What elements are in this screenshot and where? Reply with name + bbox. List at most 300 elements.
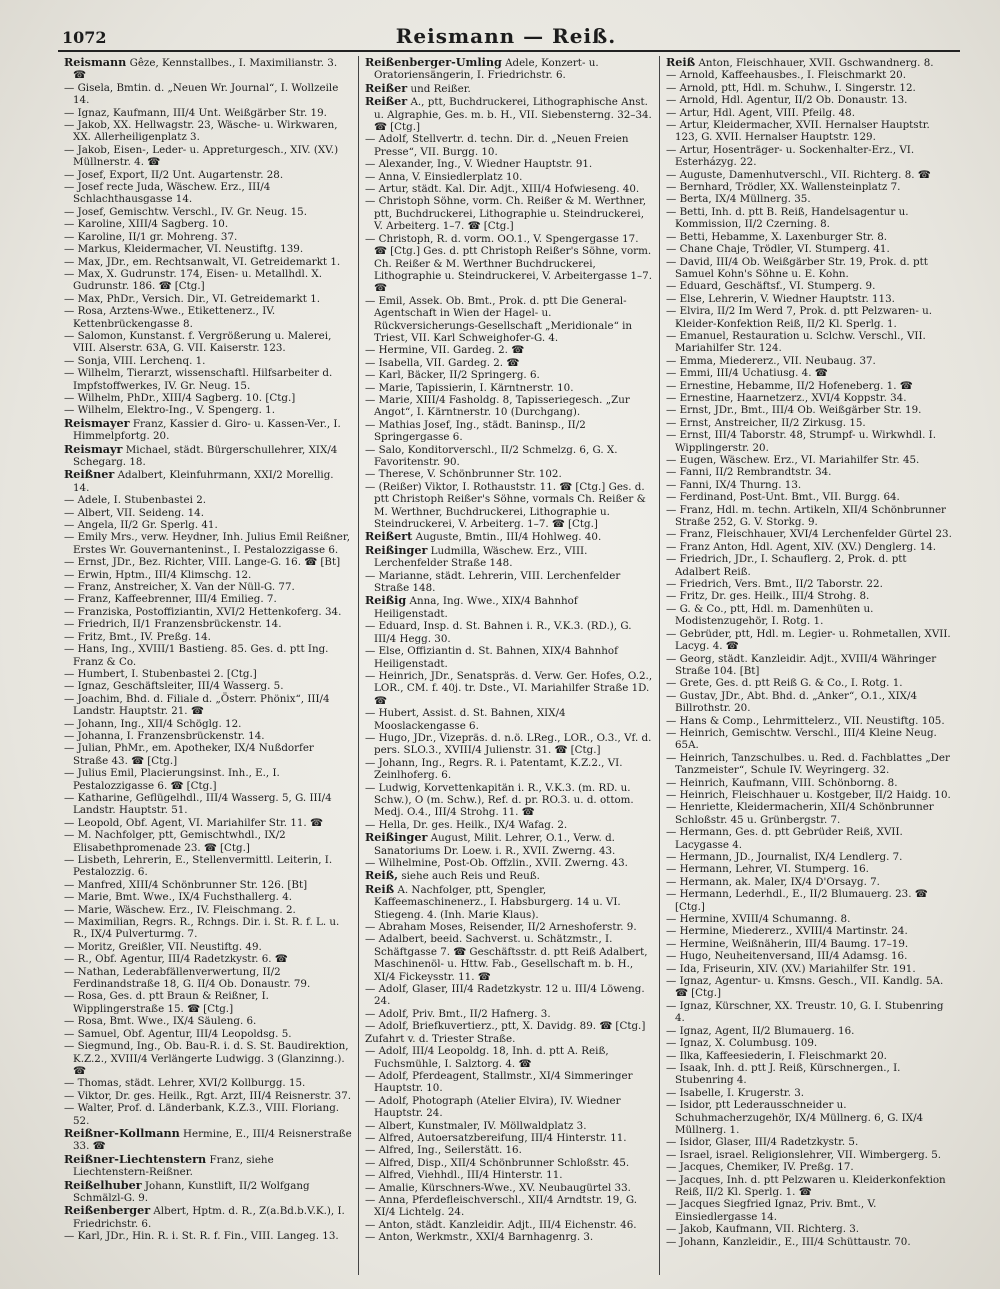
directory-entry xyxy=(365,183,653,195)
directory-entry xyxy=(666,1037,954,1049)
directory-entry xyxy=(64,305,352,330)
directory-entry xyxy=(666,913,954,925)
entry-text: — Arnold, ptt, Hdl. m. Schuhw., I. Singerstr. 12. xyxy=(666,81,916,94)
entry-text: A., ptt, Buchdruckerei, Lithographische Anst. u. Algraphie, Ges. m. b. H., VII. Siebensterng. 32–34. ☎ [Ctg.] xyxy=(374,96,652,134)
directory-entry xyxy=(64,941,352,953)
entry-text: — Isaak, Inh. d. ptt J. Reiß, Kürschnergen., I. Stubenring 4. xyxy=(666,1061,901,1087)
entry-text: — Alfred, Viehhdl., III/4 Hinterstr. 11. xyxy=(365,1169,563,1182)
directory-entry xyxy=(365,481,653,531)
entry-text: — Gebrüder, ptt, Hdl. m. Legier- u. Rohmetallen, XVII. Lacyg. 4. ☎ xyxy=(666,627,951,653)
entry-text: — Else, Offiziantin d. St. Bahnen, XIX/4 Bahnhof Heiligenstadt. xyxy=(365,645,618,670)
directory-entry xyxy=(365,983,653,1008)
entry-text: Hermine, E., III/4 Reisnerstraße 33. ☎ xyxy=(73,1127,352,1153)
entry-text: — Hermann, Lehrer, VI. Stumperg. 16. xyxy=(666,863,869,876)
entry-text: — Friedrich, Vers. Bmt., II/2 Taborstr. 22. xyxy=(666,578,883,591)
entry-text: — Georg, städt. Kanzleidir. Adjt., XVIII/4 Währinger Straße 104. [Bt] xyxy=(666,652,937,677)
entry-text: — Adolf, III/4 Leopoldg. 18, Inh. d. ptt A. Reiß, Fuchsmühle, I. Salztorg. 4. ☎ xyxy=(365,1045,609,1070)
directory-entry xyxy=(365,782,653,819)
entry-text: — Ilka, Kaffeesiederin, I. Fleischmarkt 20. xyxy=(666,1049,887,1062)
entry-text: — Rosa, Arztens-Wwe., Etikettenerz., IV. Kettenbrückengasse 8. xyxy=(64,305,276,330)
entry-text: Auguste, Bmtin., III/4 Hohlweg. 40. xyxy=(415,531,602,544)
entry-text: — Alfred, Autoersatzbereifung, III/4 Hinterstr. 11. xyxy=(365,1131,627,1144)
entry-surname: Reißenberger xyxy=(64,1203,151,1218)
entry-text: — Hermann, Ges. d. ptt Gebrüder Reiß, XVII. Lacygasse 4. xyxy=(666,826,903,851)
directory-entry xyxy=(64,643,352,668)
entry-text: — Betti, Hebamme, X. Laxenburger Str. 8. xyxy=(666,230,888,243)
directory-entry xyxy=(365,133,653,158)
directory-entry xyxy=(365,1144,653,1156)
directory-entry xyxy=(64,730,352,742)
entry-text: A. Nachfolger, ptt, Spengler, Kaffeemaschinenerz., I. Habsburgerg. 14 u. VI. Stiegeng. 4. (Inh. Marie Klaus). xyxy=(374,883,621,921)
entry-text: — Adalbert, beeid. Sachverst. u. Schätzmstr., I. Schäftgasse 7. ☎ Geschäftsstr. d. ptt Reiß Adalbert, Maschinenöl- u. Httw. Fab., Gesellschaft m. b. H., XI/4 Fickeysstr. 11. ☎ xyxy=(365,933,648,983)
directory-entry xyxy=(365,1194,653,1219)
directory-entry xyxy=(365,233,653,295)
entry-surname: Reismayer xyxy=(64,415,130,430)
entry-text: — Wilhelm, Elektro-Ing., V. Spengerg. 1. xyxy=(64,404,276,417)
entry-text: — Ignaz, Agentur- u. Kmsns. Gesch., VII. Kandlg. 5A. ☎ [Ctg.] xyxy=(666,975,944,1000)
entry-text: — Wilhelmine, Post-Ob. Offzlin., XVII. Zwerng. 43. xyxy=(365,857,628,869)
directory-entry xyxy=(365,1157,653,1169)
entry-text: — Max, JDr., em. Rechtsanwalt, VI. Getreidemarkt 1. xyxy=(64,255,341,268)
directory-entry xyxy=(365,1070,653,1095)
entry-text: — Josef, Export, II/2 Unt. Augartenstr. 28. xyxy=(64,168,284,181)
directory-entry xyxy=(666,1087,954,1099)
entry-surname: Reiß xyxy=(365,881,395,896)
directory-entry xyxy=(64,569,352,581)
directory-entry xyxy=(64,990,352,1015)
directory-entry xyxy=(666,690,954,715)
directory-entry xyxy=(666,938,954,950)
entry-text: — Jacques, Inh. d. ptt Pelzwaren u. Kleiderkonfektion Reiß, II/2 Kl. Sperlg. 1. ☎ xyxy=(666,1173,946,1198)
directory-entry xyxy=(365,171,653,183)
directory-entry xyxy=(666,1000,954,1025)
entry-text: — Franziska, Postoffiziantin, XVI/2 Hettenkoferg. 34. xyxy=(64,605,342,618)
entry-text: — Therese, V. Schönbrunner Str. 102. xyxy=(365,468,562,481)
entry-text: — Eduard, Insp. d. St. Bahnen i. R., V.K.3. (RD.), G. III/4 Hegg. 30. xyxy=(365,620,632,645)
directory-entry xyxy=(64,355,352,367)
entry-text: — Marie, Bmt. Wwe., IX/4 Fuchsthallerg. 4. xyxy=(64,891,293,904)
entry-text: August, Milit. Lehrer, O.1., Verw. d. Sanatoriums Dr. Loew. i. R., XVII. Zwerng. 43. xyxy=(374,832,616,857)
directory-entry xyxy=(666,169,954,181)
entry-surname: Reißer xyxy=(365,94,408,109)
entry-text: — Fritz, Bmt., IV. Preßg. 14. xyxy=(64,630,211,643)
directory-entry xyxy=(64,879,352,891)
entry-text: — Arnold, Hdl. Agentur, II/2 Ob. Donaustr. 13. xyxy=(666,94,908,107)
directory-entry xyxy=(666,628,954,653)
directory-entry xyxy=(666,528,954,540)
entry-text: — Anton, städt. Kanzleidir. Adjt., III/4 Eichenstr. 46. xyxy=(365,1218,637,1231)
directory-entry xyxy=(64,556,352,568)
entry-text: — Maximilian, Regrs. R., Rchngs. Dir. i. St. R. f. L. u. R., IX/4 Pulverturmg. 7. xyxy=(64,916,340,941)
entry-text: — Alexander, Ing., V. Wiedner Hauptstr. 91. xyxy=(365,158,593,171)
entry-text: — Jacques, Chemiker, IV. Preßg. 17. xyxy=(666,1161,854,1174)
directory-entry xyxy=(666,466,954,478)
entry-text: — Elvira, II/2 Im Werd 7, Prok. d. ptt Pelzwaren- u. Kleider-Konfektion Reiß, II/2 Kl. Sperlg. 1. xyxy=(666,305,932,330)
directory-entry xyxy=(365,732,653,757)
directory-entry xyxy=(365,707,653,732)
entry-surname: Reißer xyxy=(365,80,408,95)
directory-entry xyxy=(666,888,954,913)
directory-entry xyxy=(365,56,653,82)
entry-text: — Max, X. Gudrunstr. 174, Eisen- u. Metallhdl. X. Gudrunstr. 186. ☎ [Ctg.] xyxy=(64,267,322,293)
entry-text: — Hugo, JDr., Vizepräs. d. n.ö. LReg., LOR., O.3., Vf. d. pers. SLO.3., XVIII/4 Julienstr. 31. ☎ [Ctg.] xyxy=(365,731,652,757)
entry-text: — Artur, städt. Kal. Dir. Adjt., XIII/4 Hofwieseng. 40. xyxy=(365,183,640,196)
directory-entry xyxy=(666,789,954,801)
entry-text: — Hermine, VII. Gardeg. 2. ☎ xyxy=(365,344,525,357)
directory-entry xyxy=(365,1219,653,1231)
directory-entry xyxy=(64,206,352,218)
directory-entry xyxy=(666,404,954,416)
directory-entry xyxy=(64,1127,352,1153)
directory-entry xyxy=(64,507,352,519)
entry-text: — Thomas, städt. Lehrer, XVI/2 Kollburgg. 15. xyxy=(64,1077,306,1090)
entry-text: — Friedrich, JDr., I. Schauflerg. 2, Prok. d. ptt Adalbert Reiß. xyxy=(666,553,907,578)
directory-entry xyxy=(64,792,352,817)
directory-entry xyxy=(666,1236,954,1248)
entry-text: — Franz Anton, Hdl. Agent, XIV. (XV.) Denglerg. 14. xyxy=(666,540,937,553)
columns xyxy=(58,56,960,1275)
directory-entry xyxy=(64,1204,352,1230)
entry-text: — Ernestine, Hebamme, II/2 Hofeneberg. 1. ☎ xyxy=(666,379,913,392)
directory-entry xyxy=(666,715,954,727)
entry-text: — Hugo, Neuheitenversand, III/4 Adamsg. 16. xyxy=(666,950,908,963)
entry-text: — Artur, Hosenträger- u. Sockenhalter-Erz., VI. Esterházyg. 22. xyxy=(666,143,915,169)
entry-text: und Reißer. xyxy=(410,82,471,95)
directory-entry xyxy=(64,742,352,767)
entry-text: — Ferdinand, Post-Unt. Bmt., VII. Burgg. 64. xyxy=(666,491,900,504)
entry-surname: Reiß xyxy=(666,56,696,69)
entry-text: — Adolf, Priv. Bmt., II/2 Hafnerg. 3. xyxy=(365,1007,551,1020)
entry-text: — Marie, XIII/4 Fasholdg. 8, Tapisseriegesch. „Zur Angot“, I. Kärntnerstr. 10 (Durchgang). xyxy=(365,393,630,419)
entry-text: — Karoline, II/1 gr. Mohreng. 37. xyxy=(64,230,238,243)
directory-entry xyxy=(365,82,653,95)
entry-text: Anna, Ing. Wwe., XIX/4 Bahnhof Heiligenstadt. xyxy=(374,595,578,620)
directory-entry xyxy=(666,950,954,962)
entry-text: — Heinrich, Fleischhauer u. Kostgeber, II/2 Haidg. 10. xyxy=(666,788,951,801)
directory-entry xyxy=(64,256,352,268)
directory-entry xyxy=(666,491,954,503)
entry-text: Zufahrt v. d. Triester Straße. xyxy=(365,1032,516,1045)
directory-entry xyxy=(365,1008,653,1020)
directory-entry xyxy=(666,392,954,404)
entry-text: — Heinrich, Tanzschulbes. u. Red. d. Fachblattes „Der Tanzmeister“, Schule IV. Weyringerg. 32. xyxy=(666,751,950,777)
entry-text: — Hermine, Weißnäherin, III/4 Baumg. 17–19. xyxy=(666,937,909,950)
entry-surname: Reiß, xyxy=(365,868,399,883)
entry-text: — Salo, Konditorverschl., II/2 Schmelzg. 6, G. X. Favoritenstr. 90. xyxy=(365,443,618,468)
entry-text: — Berta, IX/4 Müllnerg. 35. xyxy=(666,193,811,206)
entry-text: Ludmilla, Wäschew. Erz., VIII. Lerchenfelder Straße 148. xyxy=(374,544,588,570)
directory-entry xyxy=(64,916,352,941)
entry-text: — Wilhelm, PhDr., XIII/4 Sagberg. 10. [Ctg.] xyxy=(64,391,296,404)
entry-text: — Julius Emil, Placierungsinst. Inh., E., I. Pestalozzigasse 6. ☎ [Ctg.] xyxy=(64,767,280,792)
entry-text: — Alfred, Ing., Seilerstätt. 16. xyxy=(365,1144,522,1157)
entry-text: — Ignaz, Agent, II/2 Blumauerg. 16. xyxy=(666,1024,855,1037)
directory-entry xyxy=(666,206,954,231)
directory-entry xyxy=(64,443,352,469)
entry-text: — Moritz, Greißler, VII. Neustiftg. 49. xyxy=(64,940,262,953)
directory-entry xyxy=(64,1230,352,1242)
entry-text: — G. & Co., ptt, Hdl. m. Damenhüten u. Modistenzugehör, I. Rotg. 1. xyxy=(666,602,874,628)
directory-entry xyxy=(666,975,954,1000)
directory-entry xyxy=(64,606,352,618)
entry-text: — Ignaz, Geschäftsleiter, III/4 Wasserg. 5. xyxy=(64,680,284,693)
directory-entry xyxy=(64,693,352,718)
entry-text: — Heinrich, JDr., Senatspräs. d. Verw. Ger. Hofes, O.2., LOR., CM. f. 40j. tr. Dste., VI. Mariahilfer Straße 1D. ☎ xyxy=(365,669,653,707)
page-header xyxy=(52,14,960,48)
directory-entry xyxy=(64,531,352,556)
entry-text: — Rosa, Bmt. Wwe., IX/4 Säuleng. 6. xyxy=(64,1015,257,1028)
directory-entry xyxy=(365,357,653,369)
directory-entry xyxy=(365,670,653,707)
directory-entry xyxy=(666,1223,954,1235)
directory-entry xyxy=(64,618,352,630)
entry-text: — Adele, I. Stubenbastei 2. xyxy=(64,494,207,507)
entry-text: — Isabelle, I. Krugerstr. 3. xyxy=(666,1086,805,1099)
entry-text: — Alfred, Disp., XII/4 Schönbrunner Schloßstr. 45. xyxy=(365,1156,630,1169)
entry-text: — Isidor, ptt Lederausschneider u. Schuhmacherzugehör, IX/4 Müllnerg. 6, G. IX/4 Müllnerg. 1. xyxy=(666,1099,924,1136)
entry-text: — Samuel, Obf. Agentur, III/4 Leopoldsg. 5. xyxy=(64,1027,292,1040)
directory-entry xyxy=(64,631,352,643)
directory-entry xyxy=(365,195,653,232)
directory-entry xyxy=(666,256,954,281)
entry-text: — Julian, PhMr., em. Apotheker, IX/4 Nußdorfer Straße 43. ☎ [Ctg.] xyxy=(64,742,314,767)
entry-text: — Adolf, Photograph (Atelier Elvira), IV. Wiedner Hauptstr. 24. xyxy=(365,1094,621,1120)
page-title: Reismann — Reiß. xyxy=(395,24,617,48)
directory-entry xyxy=(365,1231,653,1243)
entry-text: — Ignaz, Kaufmann, III/4 Unt. Weißgärber Str. 19. xyxy=(64,106,327,119)
directory-entry xyxy=(64,854,352,879)
directory-entry xyxy=(64,593,352,605)
directory-entry xyxy=(365,530,653,543)
directory-entry xyxy=(365,1120,653,1132)
entry-text: — Siegmund, Ing., Ob. Bau-R. i. d. S. St. Baudirektion, K.Z.2., XVIII/4 Verlängerte Ludwigg. 3 (Glanzinng.). ☎ xyxy=(64,1040,349,1077)
directory-entry xyxy=(64,1040,352,1077)
entry-surname: Reißner-Liechtenstern xyxy=(64,1151,207,1166)
directory-entry xyxy=(666,1099,954,1136)
directory-entry xyxy=(64,767,352,792)
entry-text: Anton, Fleischhauer, XVII. Gschwandnerg. 8. xyxy=(698,57,934,69)
directory-entry xyxy=(64,891,352,903)
entry-surname: Reißinger xyxy=(365,830,428,845)
directory-entry xyxy=(64,268,352,293)
directory-entry xyxy=(365,570,653,595)
directory-entry xyxy=(666,553,954,578)
directory-entry xyxy=(365,468,653,480)
entry-text: — Emily Mrs., verw. Heydner, Inh. Julius Emil Reißner, Erstes Wr. Gouvernanteninst., I. Pestalozzigasse 6. xyxy=(64,531,350,556)
entry-text: — Max, PhDr., Versich. Dir., VI. Getreidemarkt 1. xyxy=(64,292,321,305)
directory-entry xyxy=(64,1077,352,1089)
entry-surname: Reißig xyxy=(365,593,407,608)
directory-entry xyxy=(365,1132,653,1144)
entry-text: — Wilhelm, Tierarzt, wissenschaftl. Hilfsarbeiter d. Impfstoffwerkes, IV. Gr. Neug. 15. xyxy=(64,367,333,392)
entry-text: — Arnold, Kaffeehausbes., I. Fleischmarkt 20. xyxy=(666,69,906,82)
directory-entry xyxy=(64,293,352,305)
directory-entry xyxy=(64,468,352,494)
entry-text: — Christoph Söhne, vorm. Ch. Reißer & M. Werthner, ptt, Buchdruckerei, Lithographie u. Steindruckerei, V. Arbeiterg. 1–7. ☎ [Ctg.] xyxy=(365,195,647,233)
directory-entry xyxy=(666,293,954,305)
directory-entry xyxy=(64,581,352,593)
directory-entry xyxy=(666,504,954,529)
entry-text: — Johanna, I. Franzensbrückenstr. 14. xyxy=(64,729,265,742)
directory-entry xyxy=(64,169,352,181)
directory-entry xyxy=(666,653,954,678)
directory-entry xyxy=(64,107,352,119)
directory-entry xyxy=(666,1025,954,1037)
directory-entry xyxy=(64,144,352,169)
entry-text: — Adolf, Glaser, III/4 Radetzkystr. 12 u. III/4 Löweng. 24. xyxy=(365,983,645,1008)
directory-entry xyxy=(666,429,954,454)
entry-text: — Angela, II/2 Gr. Sperlg. 41. xyxy=(64,519,218,532)
entry-text: — Jakob, XX. Hellwagstr. 23, Wäsche- u. Wirkwaren, XX. Allerheiligenplatz 3. xyxy=(64,119,338,144)
entry-text: — Viktor, Dr. ges. Heilk., Rgt. Arzt, III/4 Reisnerstr. 37. xyxy=(64,1089,352,1102)
directory-entry xyxy=(64,953,352,965)
entry-text: — (Reißer) Viktor, I. Rothauststr. 11. ☎ [Ctg.] Ges. d. ptt Christoph Reißer's Söhne, vormals Ch. Reißer & M. Werthner, Buchdruckerei, Lithographie u. Steindruckerei, V. Arbeiterg. 1–7. ☎ [Ctg.] xyxy=(365,480,646,531)
entry-text: — Emma, Miedererz., VII. Neubaug. 37. xyxy=(666,354,876,367)
directory-entry xyxy=(365,757,653,782)
entry-text: — Humbert, I. Stubenbastei 2. [Ctg.] xyxy=(64,667,257,680)
directory-entry xyxy=(666,305,954,330)
entry-text: — Hubert, Assist. d. St. Bahnen, XIX/4 Mooslackengasse 6. xyxy=(365,707,566,732)
entry-text: — R., Obf. Agentur, III/4 Radetzkystr. 6. ☎ xyxy=(64,953,288,966)
entry-text: — Fritz, Dr. ges. Heilk., III/4 Strohg. 8. xyxy=(666,590,870,603)
entry-text: Franz, Kassier d. Giro- u. Kassen-Ver., I. Himmelpfortg. 20. xyxy=(73,417,341,443)
directory-entry xyxy=(666,1174,954,1199)
entry-text: — Ernst, Anstreicher, II/2 Zirkusg. 15. xyxy=(666,416,866,429)
directory-entry xyxy=(365,158,653,170)
entry-text: — Salomon, Kunstanst. f. Vergrößerung u. Malerei, VIII. Alserstr. 63A, G. VII. Kaiserstr. 123. xyxy=(64,329,332,355)
directory-entry xyxy=(365,933,653,983)
directory-entry xyxy=(64,119,352,144)
entry-text: — Ernst, III/4 Taborstr. 48, Strumpf- u. Wirkwhdl. I. Wipplingerstr. 20. xyxy=(666,429,936,454)
entry-text: — Ernestine, Haarnetzerz., XVI/4 Koppstr. 34. xyxy=(666,391,907,404)
directory-entry xyxy=(64,218,352,230)
entry-text: — Sonja, VIII. Lerchenq. 1. xyxy=(64,354,206,367)
entry-text: — Auguste, Damenhutverschl., VII. Richterg. 8. ☎ xyxy=(666,168,931,181)
entry-text: — Hermann, Lederhdl., E., II/2 Blumauerg. 23. ☎ [Ctg.] xyxy=(666,888,928,913)
entry-text: — Adolf, Briefkuvertierz., ptt, X. Davidg. 89. ☎ [Ctg.] xyxy=(365,1020,646,1033)
entry-text: — Israel, israel. Religionslehrer, VII. Wimbergerg. 5. xyxy=(666,1148,942,1161)
entry-text: — Ernst, JDr., Bez. Richter, VIII. Lange-G. 16. ☎ [Bt] xyxy=(64,556,341,569)
entry-text: — Else, Lehrerin, V. Wiedner Hauptstr. 113. xyxy=(666,292,895,305)
directory-entry xyxy=(666,193,954,205)
directory-entry xyxy=(365,921,653,933)
entry-text: — Katharine, Geflügelhdl., III/4 Wasserg. 5, G. III/4 Landstr. Hauptstr. 51. xyxy=(64,791,332,817)
directory-entry xyxy=(64,1090,352,1102)
column-1 xyxy=(58,56,358,1275)
entry-text: — Chane Chaje, Trödler, VI. Stumperg. 41. xyxy=(666,243,890,256)
entry-text: — Franz, Fleischhauer, XVI/4 Lerchenfelder Gürtel 23. xyxy=(666,528,952,541)
directory-entry xyxy=(64,668,352,680)
entry-surname: Reismayr xyxy=(64,441,123,456)
directory-entry xyxy=(666,863,954,875)
directory-entry xyxy=(666,454,954,466)
directory-entry xyxy=(64,1153,352,1179)
directory-entry xyxy=(64,82,352,107)
entry-text: — Betti, Inh. d. ptt B. Reiß, Handelsagentur u. Kommission, II/2 Czerning. 8. xyxy=(666,205,909,231)
entry-text: — Albert, VII. Seideng. 14. xyxy=(64,506,204,519)
entry-text: — Karl, Bäcker, II/2 Springerg. 6. xyxy=(365,369,540,382)
directory-entry xyxy=(365,295,653,345)
entry-text: — Lisbeth, Lehrerin, E., Stellenvermittl. Leiterin, I. Pestalozzig. 6. xyxy=(64,854,333,879)
entry-text: — David, III/4 Ob. Weißgärber Str. 19, Prok. d. ptt Samuel Kohn's Söhne u. E. Kohn. xyxy=(666,255,928,280)
entry-text: — Franz, Anstreicher, X. Van der Nüll-G. 77. xyxy=(64,581,295,594)
directory-entry xyxy=(666,82,954,94)
directory-entry xyxy=(666,677,954,689)
directory-entry xyxy=(365,419,653,444)
directory-entry xyxy=(666,1198,954,1223)
entry-text: — Hella, Dr. ges. Heilk., IX/4 Wafag. 2. xyxy=(365,818,568,831)
directory-entry xyxy=(365,1182,653,1194)
entry-text: — Adolf, Pferdeagent, Stallmstr., XI/4 Simmeringer Hauptstr. 10. xyxy=(365,1069,633,1095)
directory-entry xyxy=(666,107,954,119)
entry-text: — Joachim, Bhd. d. Filiale d. „Österr. Phönix“, III/4 Landstr. Hauptstr. 21. ☎ xyxy=(64,692,330,718)
directory-entry xyxy=(666,876,954,888)
directory-entry xyxy=(666,963,954,975)
entry-surname: Reißelhuber xyxy=(64,1177,142,1192)
directory-entry xyxy=(666,727,954,752)
directory-entry xyxy=(666,1161,954,1173)
entry-text: — Grete, Ges. d. ptt Reiß G. & Co., I. Rotg. 1. xyxy=(666,677,903,690)
directory-entry xyxy=(365,1169,653,1181)
entry-text: — Walter, Prof. d. Länderbank, K.Z.3., VIII. Floriang. 52. xyxy=(64,1102,340,1127)
directory-entry xyxy=(365,95,653,133)
entry-text: — Fanni, IX/4 Thurng. 13. xyxy=(666,478,802,491)
entry-text: — Markus, Kleidermacher, VI. Neustiftg. 139. xyxy=(64,243,304,256)
entry-text: — Artur, Hdl. Agent, VIII. Pfeilg. 48. xyxy=(666,106,855,119)
entry-text: Adele, Konzert- u. Oratoriensängerin, I. Friedrichstr. 6. xyxy=(374,57,599,82)
directory-entry xyxy=(64,367,352,392)
entry-text: Franz, siehe Liechtenstern-Reißner. xyxy=(73,1153,274,1179)
entry-text: — Hans & Comp., Lehrmittelerz., VII. Neustiftg. 105. xyxy=(666,714,945,727)
entry-text: — Ludwig, Korvettenkapitän i. R., V.K.3. (m. RD. u. Schw.), O (m. Schw.), Ref. d. pr. RO.3. u. d. ottom. Medj. O.4., III/4 Strohg. 11. ☎ xyxy=(365,781,634,819)
entry-text: — Nathan, Lederabfällenverwertung, II/2 Ferdinandstraße 18, G. II/4 Ob. Donaustr. 79. xyxy=(64,965,311,991)
directory-entry xyxy=(365,1095,653,1120)
entry-text: — Heinrich, Gemischtw. Verschl., III/4 Kleine Neug. 65A. xyxy=(666,726,937,752)
entry-surname: Reißenberger-Umling xyxy=(365,56,502,69)
directory-entry xyxy=(666,69,954,81)
entry-text: — Rosa, Ges. d. ptt Braun & Reißner, I. Wipplingerstraße 15. ☎ [Ctg.] xyxy=(64,990,269,1015)
column-3 xyxy=(659,56,960,1275)
directory-entry xyxy=(666,380,954,392)
directory-entry xyxy=(666,119,954,144)
entry-text: — Anton, Werkmstr., XXI/4 Barnhagenrg. 3. xyxy=(365,1231,594,1244)
entry-text: — Christoph, R. d. vorm. OO.1., V. Spengergasse 17. ☎ [Ctg.] Ges. d. ptt Christoph Reißer's Söhne, vorm. Ch. Reißer & M. Werthner Buchdruckerei, Lithographie u. Steindruckerei, V. Arbeitergasse 1–7. ☎ xyxy=(365,232,652,295)
page-number: 1072 xyxy=(62,28,107,47)
entry-text: — Hans, Ing., XVIII/1 Bastieng. 85. Ges. d. ptt Ing. Franz & Co. xyxy=(64,643,329,668)
entry-text: — Leopold, Obf. Agent, VI. Mariahilfer Str. 11. ☎ xyxy=(64,816,323,829)
entry-text: — Heinrich, Kaufmann, VIII. Schönborng. 8. xyxy=(666,776,898,789)
entry-text: Michael, städt. Bürgerschullehrer, XIX/4 Schegarg. 18. xyxy=(73,443,338,468)
directory-entry xyxy=(64,330,352,355)
directory-entry xyxy=(666,243,954,255)
directory-entry xyxy=(64,904,352,916)
entry-text: — Anna, Pferdefleischverschl., XII/4 Arndtstr. 19, G. XI/4 Lichtelg. 24. xyxy=(365,1193,637,1219)
entry-text: — Mathias Josef, Ing., städt. Baninsp., II/2 Springergasse 6. xyxy=(365,418,586,444)
entry-text: Adalbert, Kleinfuhrmann, XXI/2 Morellig. 14. xyxy=(73,469,334,494)
directory-entry xyxy=(666,144,954,169)
entry-text: — Emmi, III/4 Uchatiusg. 4. ☎ xyxy=(666,367,828,380)
entry-text: — Hermann, ak. Maler, IX/4 D'Orsayg. 7. xyxy=(666,875,880,888)
entry-text: — Abraham Moses, Reisender, II/2 Arneshoferstr. 9. xyxy=(365,921,637,934)
entry-text: — Bernhard, Trödler, XX. Wallensteinplatz 7. xyxy=(666,181,901,194)
entry-text: — Hermann, JD., Journalist, IX/4 Lendlerg. 7. xyxy=(666,851,903,863)
entry-text: — Marie, Tapissierin, I. Kärntnerstr. 10. xyxy=(365,381,574,394)
directory-entry xyxy=(666,330,954,355)
directory-entry xyxy=(365,369,653,381)
directory-entry xyxy=(666,94,954,106)
directory-entry xyxy=(365,1045,653,1070)
directory-entry xyxy=(365,1020,653,1032)
